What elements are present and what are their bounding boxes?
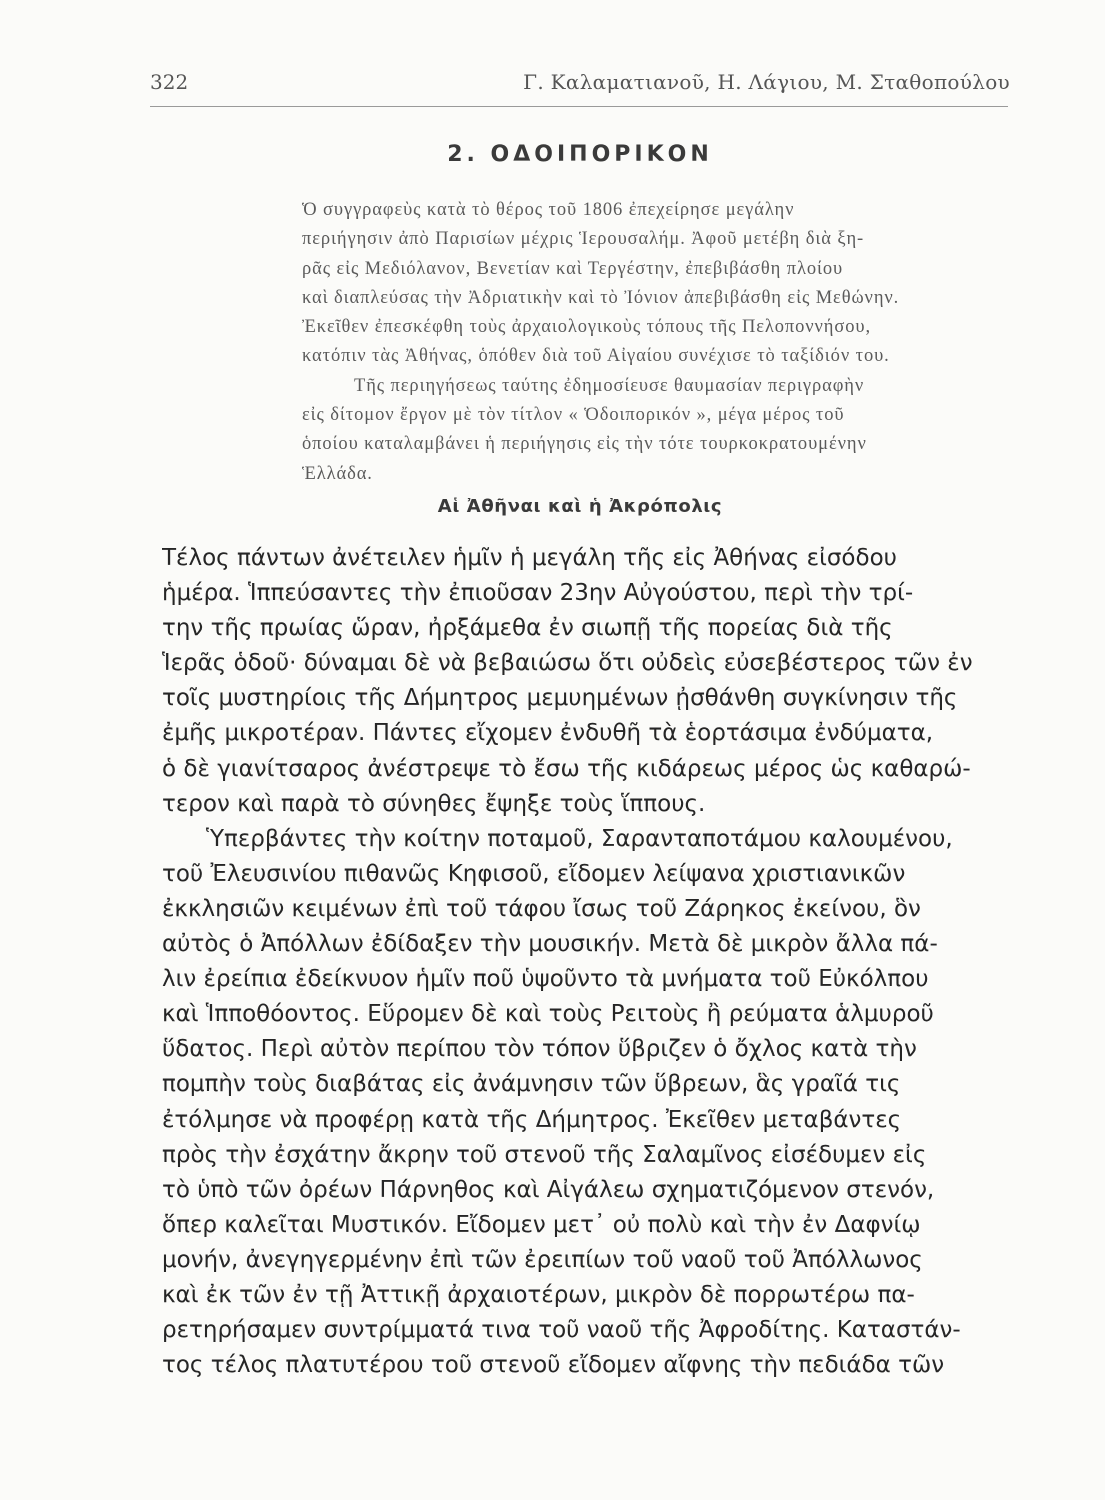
body-line: Τέλος πάντων ἀνέτειλεν ἡμῖν ἡ μεγάλη τῆς εἰς Ἀθήνας εἰσόδου — [162, 545, 897, 571]
body-line: μονήν, ἀνεγηγερμένην ἐπὶ τῶν ἐρειπίων τοῦ ναοῦ τοῦ Ἀπόλλωνος — [162, 1246, 923, 1273]
body-line: πρὸς τὴν ἐσχάτην ἄκρην τοῦ στενοῦ τῆς Σαλαμῖνος εἰσέδυμεν εἰς — [162, 1141, 927, 1168]
body-line: πομπὴν τοὺς διαβάτας εἰς ἀνάμνησιν τῶν ὕβρεων, ἃς γραῖά τις — [162, 1071, 901, 1098]
body-line: τοῖς μυστηρίοις τῆς Δήμητρος μεμυημένων ᾐσθάνθη συγκίνησιν τῆς — [162, 685, 958, 712]
body-line: ρετηρήσαμεν συντρίμματά τινα τοῦ ναοῦ τῆς Ἀφροδίτης. Καταστάν- — [162, 1317, 961, 1344]
page-header — [150, 70, 1010, 100]
intro-line: Ἐκεῖθεν ἐπεσκέφθη τοὺς ἀρχαιολογικοὺς τόπους τῆς Πελοποννήσου, — [302, 317, 871, 338]
intro-line: κατόπιν τὰς Ἀθήνας, ὁπόθεν διὰ τοῦ Αἰγαίου συνέχισε τὸ ταξίδιόν του. — [302, 346, 890, 367]
body-line: αὐτὸς ὁ Ἀπόλλων ἐδίδαξεν τὴν μουσικήν. Μετὰ δὲ μικρὸν ἄλλα πά- — [162, 931, 938, 958]
running-head: Γ. Καλαματιανοῦ, Η. Λάγιου, Μ. Σταθοπούλου — [523, 70, 1010, 94]
body-line: Ὑπερβάντες τὴν κοίτην ποταμοῦ, Σαρανταποτάμου καλουμένου, — [206, 825, 953, 852]
intro-line: Τῆς περιηγήσεως ταύτης ἐδημοσίευσε θαυμασίαν περιγραφὴν — [354, 375, 865, 396]
body-line: ὕδατος. Περὶ αὐτὸν περίπου τὸν τόπον ὕβριζεν ὁ ὄχλος κατὰ τὴν — [162, 1036, 917, 1063]
body-line: τοῦ Ἐλευσινίου πιθανῶς Κηφισοῦ, εἴδομεν λείψανα χριστιανικῶν — [162, 860, 906, 887]
body-line: ὁ δὲ γιανίτσαρος ἀνέστρεψε τὸ ἔσω τῆς κιδάρεως μέρος ὡς καθαρώ- — [162, 755, 971, 782]
body-line: τος τέλος πλατυτέρου τοῦ στενοῦ εἴδομεν αἴφνης τὴν πεδιάδα τῶν — [162, 1352, 945, 1379]
intro-line: Ὁ συγγραφεὺς κατὰ τὸ θέρος τοῦ 1806 ἐπεχείρησε μεγάλην — [302, 200, 795, 220]
body-line: την τῆς πρωίας ὥραν, ἠρξάμεθα ἐν σιωπῇ τῆς πορείας διὰ τῆς — [162, 615, 893, 642]
body-line: καὶ ἐκ τῶν ἐν τῇ Ἀττικῇ ἀρχαιοτέρων, μικρὸν δὲ πορρωτέρω πα- — [162, 1281, 915, 1308]
body-line: ἡμέρα. Ἱππεύσαντες τὴν ἐπιοῦσαν 23ην Αὐγούστου, περὶ τὴν τρί- — [162, 580, 914, 607]
intro-line: περιήγησιν ἀπὸ Παρισίων μέχρις Ἱερουσαλήμ. Ἀφοῦ μετέβη διὰ ξη- — [302, 229, 865, 250]
body-line: τερον καὶ παρὰ τὸ σύνηθες ἔψηξε τοὺς ἵππους. — [162, 790, 706, 817]
subsection-title: Αἱ Ἀθῆναι καὶ ἡ Ἀκρόπολις — [437, 496, 723, 517]
intro-line: ὁποίου καταλαμβάνει ἡ περιήγησις εἰς τὴν τότε τουρκοκρατουμένην — [302, 434, 867, 455]
intro-paragraph — [302, 196, 1010, 489]
body-line: ἐκκλησιῶν κειμένων ἐπὶ τοῦ τάφου ἴσως τοῦ Ζάρηκος ἐκείνου, ὃν — [162, 895, 921, 922]
intro-line: καὶ διαπλεύσας τὴν Ἀδριατικὴν καὶ τὸ Ἰόνιον ἀπεβιβάσθη εἰς Μεθώνην. — [302, 287, 900, 308]
page-number: 322 — [150, 70, 189, 94]
body-line: λιν ἐρείπια ἐδείκνυον ἡμῖν ποῦ ὑψοῦντο τὰ μνήματα τοῦ Εὐκόλπου — [162, 966, 929, 993]
body-line: τὸ ὑπὸ τῶν ὀρέων Πάρνηθος καὶ Αἰγάλεω σχηματιζόμενον στενόν, — [162, 1176, 935, 1203]
header-rule — [150, 106, 1008, 107]
intro-line: εἰς δίτομον ἔργον μὲ τὸν τίτλον « Ὁδοιπορικόν », μέγα μέρος τοῦ — [302, 405, 845, 426]
body-text — [162, 541, 1014, 1383]
section-title: 2. ΟΔΟΙΠΟΡΙΚΟΝ — [447, 142, 713, 167]
body-line: ὅπερ καλεῖται Μυστικόν. Εἴδομεν μετ᾽ οὐ πολὺ καὶ τὴν ἐν Δαφνίῳ — [162, 1211, 921, 1238]
body-line: ἐτόλμησε νὰ προφέρῃ κατὰ τῆς Δήμητρος. Ἐκεῖθεν μεταβάντες — [162, 1106, 902, 1133]
intro-line: ρᾶς εἰς Μεδιόλανον, Βενετίαν καὶ Τεργέστην, ἐπεβιβάσθη πλοίου — [302, 258, 844, 279]
body-line: καὶ Ἱπποθόοντος. Εὕρομεν δὲ καὶ τοὺς Ρειτοὺς ἢ ρεύματα ἁλμυροῦ — [162, 1001, 934, 1028]
body-line: Ἱερᾶς ὁδοῦ· δύναμαι δὲ νὰ βεβαιώσω ὅτι οὐδεὶς εὐσεβέστερος τῶν ἐν — [162, 650, 973, 677]
body-line: ἐμῆς μικροτέραν. Πάντες εἴχομεν ἐνδυθῆ τὰ ἑορτάσιμα ἐνδύματα, — [162, 720, 934, 747]
intro-line: Ἑλλάδα. — [302, 463, 373, 484]
